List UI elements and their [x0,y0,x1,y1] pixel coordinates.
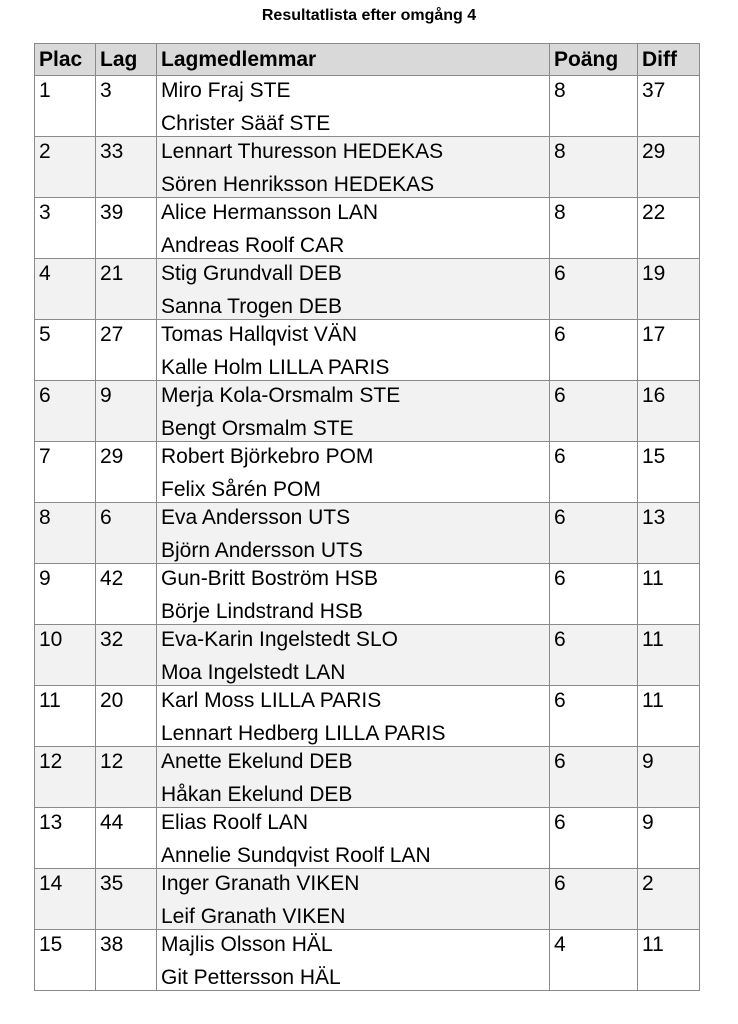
cell-lag: 42 [96,564,157,625]
cell-diff: 16 [638,381,700,442]
member-name: Leif Granath VIKEN [161,905,346,928]
member-name: Börje Lindstrand HSB [161,600,363,623]
table-row [35,442,700,503]
member-name: Merja Kola-Orsmalm STE [161,384,401,407]
cell-poang: 6 [550,686,638,747]
cell-plac: 10 [35,625,96,686]
cell-poang: 6 [550,625,638,686]
cell-diff: 2 [638,869,700,930]
column-header-poang: Poäng [550,44,638,76]
cell-plac: 1 [35,76,96,137]
cell-members [157,320,550,381]
cell-diff: 11 [638,625,700,686]
table-row [35,137,700,198]
member-name: Alice Hermansson LAN [161,201,379,224]
table-row [35,808,700,869]
cell-members [157,625,550,686]
cell-plac: 5 [35,320,96,381]
cell-members [157,808,550,869]
table-row [35,381,700,442]
member-name: Eva Andersson UTS [161,506,351,529]
member-name: Moa Ingelstedt LAN [161,661,346,684]
cell-plac: 6 [35,381,96,442]
cell-members [157,442,550,503]
cell-plac: 2 [35,137,96,198]
cell-diff: 13 [638,503,700,564]
cell-poang: 4 [550,930,638,991]
cell-plac: 12 [35,747,96,808]
cell-plac: 13 [35,808,96,869]
cell-lag: 20 [96,686,157,747]
cell-plac: 7 [35,442,96,503]
cell-members [157,564,550,625]
cell-diff: 11 [638,564,700,625]
column-header-diff: Diff [638,44,700,76]
cell-poang: 6 [550,442,638,503]
member-name: Sören Henriksson HEDEKAS [161,173,435,196]
cell-plac: 4 [35,259,96,320]
cell-lag: 35 [96,869,157,930]
cell-members [157,686,550,747]
cell-members [157,381,550,442]
cell-lag: 12 [96,747,157,808]
cell-plac: 14 [35,869,96,930]
cell-members [157,259,550,320]
header-row [35,44,700,76]
member-name: Miro Fraj STE [161,79,291,102]
member-name: Stig Grundvall DEB [161,262,342,285]
member-name: Eva-Karin Ingelstedt SLO [161,628,398,651]
cell-poang: 6 [550,320,638,381]
cell-diff: 37 [638,76,700,137]
member-name: Håkan Ekelund DEB [161,783,353,806]
column-header-members: Lagmedlemmar [157,44,550,76]
member-name: Andreas Roolf CAR [161,234,345,257]
table-row [35,76,700,137]
member-name: Felix Sårén POM [161,478,321,501]
member-name: Annelie Sundqvist Roolf LAN [161,844,431,867]
cell-lag: 9 [96,381,157,442]
table-row [35,625,700,686]
member-name: Kalle Holm LILLA PARIS [161,356,390,379]
cell-poang: 6 [550,747,638,808]
cell-lag: 44 [96,808,157,869]
cell-poang: 6 [550,259,638,320]
cell-lag: 3 [96,76,157,137]
table-row [35,320,700,381]
member-name: Majlis Olsson HÄL [161,933,333,956]
member-name: Robert Björkebro POM [161,445,374,468]
cell-poang: 6 [550,503,638,564]
cell-members [157,137,550,198]
cell-plac: 11 [35,686,96,747]
cell-diff: 9 [638,747,700,808]
cell-poang: 6 [550,808,638,869]
results-table [34,43,700,991]
member-name: Anette Ekelund DEB [161,750,353,773]
cell-plac: 15 [35,930,96,991]
page-title: Resultatlista efter omgång 4 [261,7,477,24]
table-row [35,503,700,564]
cell-plac: 3 [35,198,96,259]
cell-diff: 17 [638,320,700,381]
cell-members [157,747,550,808]
column-header-plac: Plac [35,44,96,76]
cell-lag: 29 [96,442,157,503]
cell-plac: 8 [35,503,96,564]
cell-diff: 22 [638,198,700,259]
member-name: Tomas Hallqvist VÄN [161,323,358,346]
cell-poang: 8 [550,76,638,137]
table-row [35,686,700,747]
cell-lag: 39 [96,198,157,259]
cell-diff: 29 [638,137,700,198]
cell-lag: 27 [96,320,157,381]
table-row [35,869,700,930]
member-name: Inger Granath VIKEN [161,872,360,895]
cell-poang: 6 [550,381,638,442]
table-row [35,259,700,320]
results-body [35,76,700,991]
member-name: Bengt Orsmalm STE [161,417,354,440]
member-name: Björn Andersson UTS [161,539,363,562]
cell-lag: 33 [96,137,157,198]
cell-lag: 6 [96,503,157,564]
cell-lag: 38 [96,930,157,991]
cell-members [157,76,550,137]
table-row [35,747,700,808]
member-name: Gun-Britt Boström HSB [161,567,379,590]
member-name: Git Pettersson HÄL [161,966,341,989]
cell-members [157,930,550,991]
cell-members [157,869,550,930]
cell-diff: 15 [638,442,700,503]
member-name: Elias Roolf LAN [161,811,309,834]
cell-poang: 8 [550,137,638,198]
cell-diff: 19 [638,259,700,320]
table-row [35,198,700,259]
cell-poang: 8 [550,198,638,259]
cell-lag: 21 [96,259,157,320]
cell-members [157,198,550,259]
cell-diff: 11 [638,686,700,747]
cell-diff: 9 [638,808,700,869]
cell-lag: 32 [96,625,157,686]
table-row [35,930,700,991]
member-name: Sanna Trogen DEB [161,295,342,318]
column-header-lag: Lag [96,44,157,76]
cell-members [157,503,550,564]
member-name: Christer Sääf STE [161,112,331,135]
member-name: Lennart Thuresson HEDEKAS [161,140,444,163]
cell-plac: 9 [35,564,96,625]
member-name: Lennart Hedberg LILLA PARIS [161,722,446,745]
member-name: Karl Moss LILLA PARIS [161,689,382,712]
cell-poang: 6 [550,564,638,625]
table-row [35,564,700,625]
cell-diff: 11 [638,930,700,991]
cell-poang: 6 [550,869,638,930]
